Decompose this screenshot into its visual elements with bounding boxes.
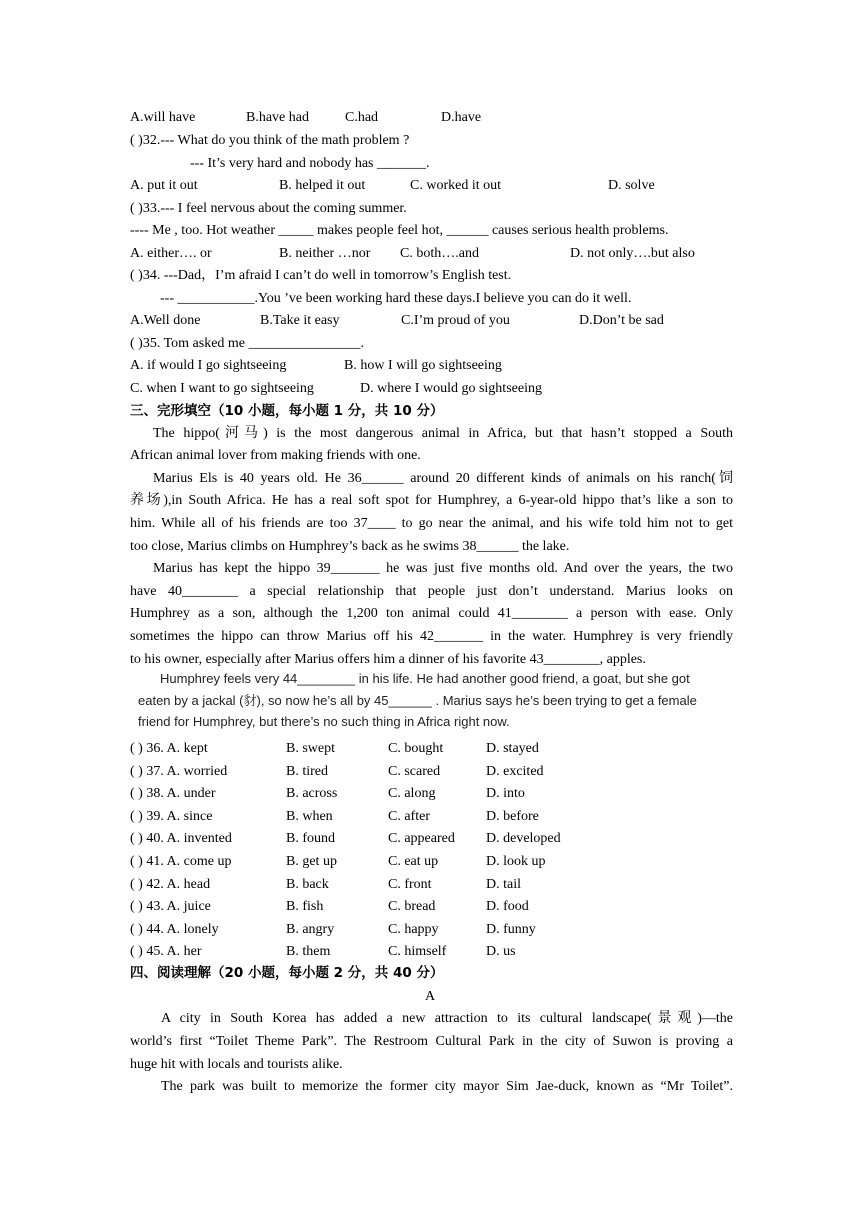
option-b: B. swept bbox=[286, 741, 335, 756]
section-3-heading: 三、完形填空（10 小题，每小题 1 分，共 10 分） bbox=[130, 403, 444, 419]
question-number-option-a: ( ) 36. A. kept bbox=[130, 741, 208, 756]
passage-line: too close, Marius climbs on Humphrey’s back as he swims 38______ the lake. bbox=[130, 539, 570, 554]
option-b: B. neither …nor bbox=[279, 246, 371, 261]
option-c: C.had bbox=[345, 110, 379, 125]
passage-line: to his owner, especially after Marius offers him a dinner of his favorite 43________, apples. bbox=[130, 652, 646, 667]
option-d: D. tail bbox=[486, 876, 521, 892]
reading-part-label: A bbox=[424, 989, 436, 1004]
option-d: D. us bbox=[486, 944, 516, 960]
option-b: B. found bbox=[286, 831, 335, 847]
question-number-option-a: ( ) 45. A. her bbox=[130, 944, 202, 960]
option-c: C. both….and bbox=[400, 246, 479, 261]
option-d: D. stayed bbox=[486, 741, 539, 756]
q33-reply: ---- Me , too. Hot weather _____ makes people feel hot, ______ causes serious health problems. bbox=[130, 223, 669, 238]
question-number-option-a: ( ) 42. A. head bbox=[130, 876, 211, 892]
option-c: C. scared bbox=[388, 763, 441, 779]
option-d: D. where I would go sightseeing bbox=[360, 381, 542, 396]
option-c: C.I’m proud of you bbox=[401, 313, 510, 328]
option-a: A. either…. or bbox=[130, 246, 212, 261]
option-b: B. helped it out bbox=[279, 178, 366, 193]
option-c: C. eat up bbox=[388, 854, 439, 869]
option-c: C. after bbox=[388, 808, 430, 824]
q34-reply: --- ___________.You ’ve been working hard these days.I believe you can do it well. bbox=[160, 291, 632, 306]
passage-line: him. While all of his friends are too 37____ to go near the animal, and his wife told him not to get bbox=[130, 516, 733, 531]
question-number-option-a: ( ) 41. A. come up bbox=[130, 854, 232, 869]
question-number-option-a: ( ) 43. A. juice bbox=[130, 899, 211, 915]
passage-line: sometimes the hippo can throw Marius off his 42_______ in the water. Humphrey is very friendly bbox=[130, 629, 733, 644]
passage-line: The hippo(河马) is the most dangerous animal in Africa, but that hasn’t stopped a South bbox=[153, 426, 733, 441]
option-c: C. front bbox=[388, 876, 432, 892]
option-d: D. excited bbox=[486, 763, 544, 779]
q32-question: ( )32.--- What do you think of the math problem ? bbox=[130, 133, 410, 148]
option-c: C. bought bbox=[388, 741, 444, 756]
passage-line: African animal lover from making friends with one. bbox=[130, 448, 421, 463]
section-4-heading: 四、阅读理解（20 小题，每小题 2 分，共 40 分） bbox=[130, 965, 444, 981]
option-a: A. if would I go sightseeing bbox=[130, 358, 287, 373]
option-b: B. them bbox=[286, 944, 331, 960]
option-a: A.will have bbox=[130, 110, 196, 125]
option-c: C. worked it out bbox=[410, 178, 501, 193]
option-c: C. himself bbox=[388, 944, 447, 960]
option-b: B. across bbox=[286, 786, 338, 802]
q33-question: ( )33.--- I feel nervous about the coming summer. bbox=[130, 201, 407, 216]
option-d: D.Don’t be sad bbox=[579, 313, 664, 328]
passage-line: Humphrey as a son, although the 1,200 ton animal could 41________ a person with ease. Only bbox=[130, 606, 733, 621]
option-a: A.Well done bbox=[130, 313, 201, 328]
question-number-option-a: ( ) 38. A. under bbox=[130, 786, 216, 802]
option-d: D. before bbox=[486, 808, 539, 824]
option-b: B. how I will go sightseeing bbox=[344, 358, 502, 373]
option-c: C. happy bbox=[388, 921, 439, 937]
option-b: B. angry bbox=[286, 921, 335, 937]
option-c: C. along bbox=[388, 786, 436, 802]
question-number-option-a: ( ) 44. A. lonely bbox=[130, 921, 219, 937]
q32-reply: --- It’s very hard and nobody has _______. bbox=[190, 156, 430, 171]
option-b: B.Take it easy bbox=[260, 313, 340, 328]
passage-line: Marius has kept the hippo 39_______ he was just five months old. And over the years, the two bbox=[153, 561, 733, 576]
option-b: B. tired bbox=[286, 763, 328, 779]
passage-line: Marius Els is 40 years old. He 36______ around 20 different kinds of animals on his ranch(饲 bbox=[153, 471, 733, 486]
option-d: D.have bbox=[441, 110, 482, 125]
option-b: B. back bbox=[286, 876, 329, 892]
option-d: D. developed bbox=[486, 831, 561, 847]
option-d: D. funny bbox=[486, 921, 536, 937]
option-a: A. put it out bbox=[130, 178, 198, 193]
option-d: D. food bbox=[486, 899, 529, 915]
question-number-option-a: ( ) 37. A. worried bbox=[130, 763, 228, 779]
passage-line: huge hit with locals and tourists alike. bbox=[130, 1057, 343, 1072]
passage-line: have 40________ a special relationship that people just don’t understand. Marius looks on bbox=[130, 584, 733, 599]
option-d: D. into bbox=[486, 786, 525, 802]
passage-line: 养场),in South Africa. He has a real soft spot for Humphrey, a 6-year-old hippo that’s like a son to bbox=[130, 493, 733, 508]
option-b: B. get up bbox=[286, 854, 337, 869]
scanned-line: Humphrey feels very 44________ in his life. He had another good friend, a goat, but she got bbox=[160, 671, 690, 686]
option-b: B. when bbox=[286, 808, 333, 824]
passage-line: world’s first “Toilet Theme Park”. The Restroom Cultural Park in the city of Suwon is proving a bbox=[130, 1034, 733, 1049]
option-b: B.have had bbox=[246, 110, 309, 125]
q35-question: ( )35. Tom asked me ________________. bbox=[130, 336, 365, 351]
q34-question: ( )34. ---Dad，I’m afraid I can’t do well in tomorrow’s English test. bbox=[130, 268, 512, 283]
option-d: D. not only….but also bbox=[570, 246, 695, 261]
passage-line: The park was built to memorize the former city mayor Sim Jae-duck, known as “Mr Toilet”. bbox=[161, 1079, 733, 1094]
option-c: C. bread bbox=[388, 899, 436, 915]
option-c: C. appeared bbox=[388, 831, 455, 847]
scanned-line: eaten by a jackal (豺), so now he’s all by 45______ . Marius says he’s been trying to get a female bbox=[138, 693, 697, 708]
option-d: D. solve bbox=[608, 178, 655, 193]
scanned-line: friend for Humphrey, but there’s no such thing in Africa right now. bbox=[138, 714, 510, 729]
option-d: D. look up bbox=[486, 854, 546, 869]
question-number-option-a: ( ) 40. A. invented bbox=[130, 831, 232, 847]
question-number-option-a: ( ) 39. A. since bbox=[130, 808, 213, 824]
option-c: C. when I want to go sightseeing bbox=[130, 381, 314, 396]
option-b: B. fish bbox=[286, 899, 324, 915]
passage-line: A city in South Korea has added a new attraction to its cultural landscape(景观)—the bbox=[161, 1011, 733, 1026]
